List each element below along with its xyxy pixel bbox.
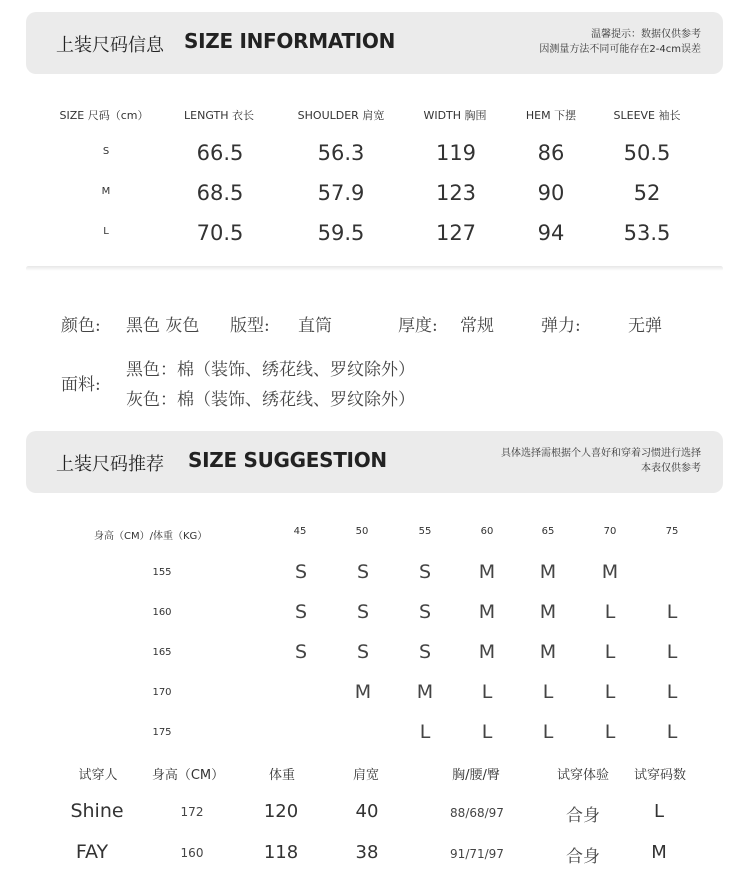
weight-header: 55 xyxy=(418,526,432,537)
fitter-shoulder: 40 xyxy=(355,801,379,822)
table-cell: 70.5 xyxy=(196,221,244,245)
size-info-note-line1: 温馨提示：数据仅供参考 xyxy=(591,29,701,40)
suggested-size: L xyxy=(419,721,431,743)
suggested-size: L xyxy=(604,721,616,743)
suggested-size: L xyxy=(604,681,616,703)
suggested-size: S xyxy=(294,601,308,623)
fitter-bwh: 88/68/97 xyxy=(450,806,504,820)
suggested-size: M xyxy=(539,601,557,623)
fitter-weight: 118 xyxy=(263,842,299,863)
color-label: 颜色: xyxy=(61,316,101,336)
fitting-header: 肩宽 xyxy=(352,768,380,783)
table-cell: 59.5 xyxy=(317,221,365,245)
table-cell: 52 xyxy=(633,181,661,205)
size-suggestion-note xyxy=(501,446,701,476)
suggested-size: M xyxy=(478,601,496,623)
table-cell: 123 xyxy=(435,181,477,205)
weight-header: 75 xyxy=(665,526,679,537)
axis-label: 身高（CM）/体重（KG） xyxy=(94,531,208,542)
fitter-experience: 合身 xyxy=(566,806,600,826)
fitter-size: L xyxy=(653,801,665,822)
table-cell: 90 xyxy=(537,181,565,205)
fabric-label: 面料: xyxy=(61,375,101,395)
thickness-value: 常规 xyxy=(460,316,494,336)
suggested-size: S xyxy=(418,601,432,623)
suggested-size: S xyxy=(356,601,370,623)
table-cell: 119 xyxy=(435,141,477,165)
table-cell: 56.3 xyxy=(317,141,365,165)
table-cell: 68.5 xyxy=(196,181,244,205)
table-cell: 53.5 xyxy=(623,221,671,245)
suggested-size: L xyxy=(666,601,678,623)
fit-label: 版型: xyxy=(230,316,270,336)
size-info-note xyxy=(539,27,701,57)
table-cell: 66.5 xyxy=(196,141,244,165)
suggested-size: L xyxy=(666,681,678,703)
suggested-size: L xyxy=(481,721,493,743)
fitter-bwh: 91/71/97 xyxy=(450,847,504,861)
size-suggestion-note-line1: 具体选择需根据个人喜好和穿着习惯进行选择 xyxy=(501,448,701,459)
suggested-size: L xyxy=(542,721,554,743)
size-suggestion-title-en: SIZE SUGGESTION xyxy=(188,448,387,472)
fitter-height: 160 xyxy=(180,846,204,860)
suggested-size: L xyxy=(666,721,678,743)
suggested-size: L xyxy=(481,681,493,703)
weight-header: 50 xyxy=(355,526,369,537)
suggested-size: M xyxy=(478,641,496,663)
size-info-header: SLEEVE 袖长 xyxy=(613,109,681,122)
suggested-size: L xyxy=(604,601,616,623)
size-info-note-line2: 因测量方法不同可能存在2-4cm误差 xyxy=(539,44,701,55)
size-suggestion-note-line2: 本表仅供参考 xyxy=(641,463,701,474)
fitter-shoulder: 38 xyxy=(355,842,379,863)
suggested-size: M xyxy=(478,561,496,583)
fitter-name: Shine xyxy=(70,800,124,822)
weight-header: 60 xyxy=(480,526,494,537)
suggested-size: S xyxy=(418,561,432,583)
suggested-size: M xyxy=(539,561,557,583)
size-label: S xyxy=(102,146,110,157)
elasticity-value: 无弹 xyxy=(628,316,662,336)
height-label: 155 xyxy=(152,567,172,578)
suggested-size: S xyxy=(356,561,370,583)
size-info-header: LENGTH 衣长 xyxy=(184,109,254,122)
suggested-size: M xyxy=(601,561,619,583)
size-info-header: SIZE 尺码（cm） xyxy=(59,109,149,122)
size-info-title-en: SIZE INFORMATION xyxy=(184,29,396,53)
height-label: 170 xyxy=(152,687,172,698)
elasticity-label: 弹力: xyxy=(541,316,581,336)
suggested-size: L xyxy=(542,681,554,703)
fitter-experience: 合身 xyxy=(566,847,600,867)
fit-value: 直筒 xyxy=(298,316,332,336)
size-info-header: WIDTH 胸围 xyxy=(423,109,487,122)
table-cell: 86 xyxy=(537,141,565,165)
size-suggestion-banner xyxy=(26,431,723,493)
suggested-size: S xyxy=(356,641,370,663)
fabric-gray: 灰色：棉（装饰、绣花线、罗纹除外） xyxy=(126,390,415,410)
height-label: 165 xyxy=(152,647,172,658)
suggested-size: L xyxy=(666,641,678,663)
fitter-height: 172 xyxy=(180,805,204,819)
size-info-banner xyxy=(26,12,723,74)
section-divider xyxy=(26,266,723,271)
suggested-size: M xyxy=(354,681,372,703)
height-label: 175 xyxy=(152,727,172,738)
table-cell: 127 xyxy=(435,221,477,245)
suggested-size: S xyxy=(294,561,308,583)
fitter-weight: 120 xyxy=(263,801,299,822)
suggested-size: M xyxy=(539,641,557,663)
fitter-size: M xyxy=(651,842,667,863)
fitting-header: 试穿体验 xyxy=(556,768,610,783)
size-info-title-cn: 上装尺码信息 xyxy=(56,35,164,56)
fitting-header: 试穿人 xyxy=(78,768,118,783)
suggested-size: S xyxy=(294,641,308,663)
weight-header: 65 xyxy=(541,526,555,537)
height-label: 160 xyxy=(152,607,172,618)
suggested-size: S xyxy=(418,641,432,663)
fitting-header: 胸/腰/臀 xyxy=(452,768,500,783)
size-info-header: HEM 下摆 xyxy=(525,109,577,122)
fitting-header: 身高（CM） xyxy=(151,768,225,783)
fitter-name: FAY xyxy=(75,841,109,863)
weight-header: 45 xyxy=(293,526,307,537)
size-info-header: SHOULDER 肩宽 xyxy=(297,109,385,122)
fitting-header: 试穿码数 xyxy=(633,768,687,783)
table-cell: 50.5 xyxy=(623,141,671,165)
fabric-black: 黑色：棉（装饰、绣花线、罗纹除外） xyxy=(126,360,415,380)
thickness-label: 厚度: xyxy=(398,316,438,336)
table-cell: 57.9 xyxy=(317,181,365,205)
fitting-header: 体重 xyxy=(268,768,296,783)
suggested-size: M xyxy=(416,681,434,703)
size-label: M xyxy=(101,186,111,197)
size-label: L xyxy=(103,226,109,237)
suggested-size: L xyxy=(604,641,616,663)
size-suggestion-title-cn: 上装尺码推荐 xyxy=(56,454,164,475)
color-value: 黑色 灰色 xyxy=(126,316,200,336)
table-cell: 94 xyxy=(537,221,565,245)
weight-header: 70 xyxy=(603,526,617,537)
